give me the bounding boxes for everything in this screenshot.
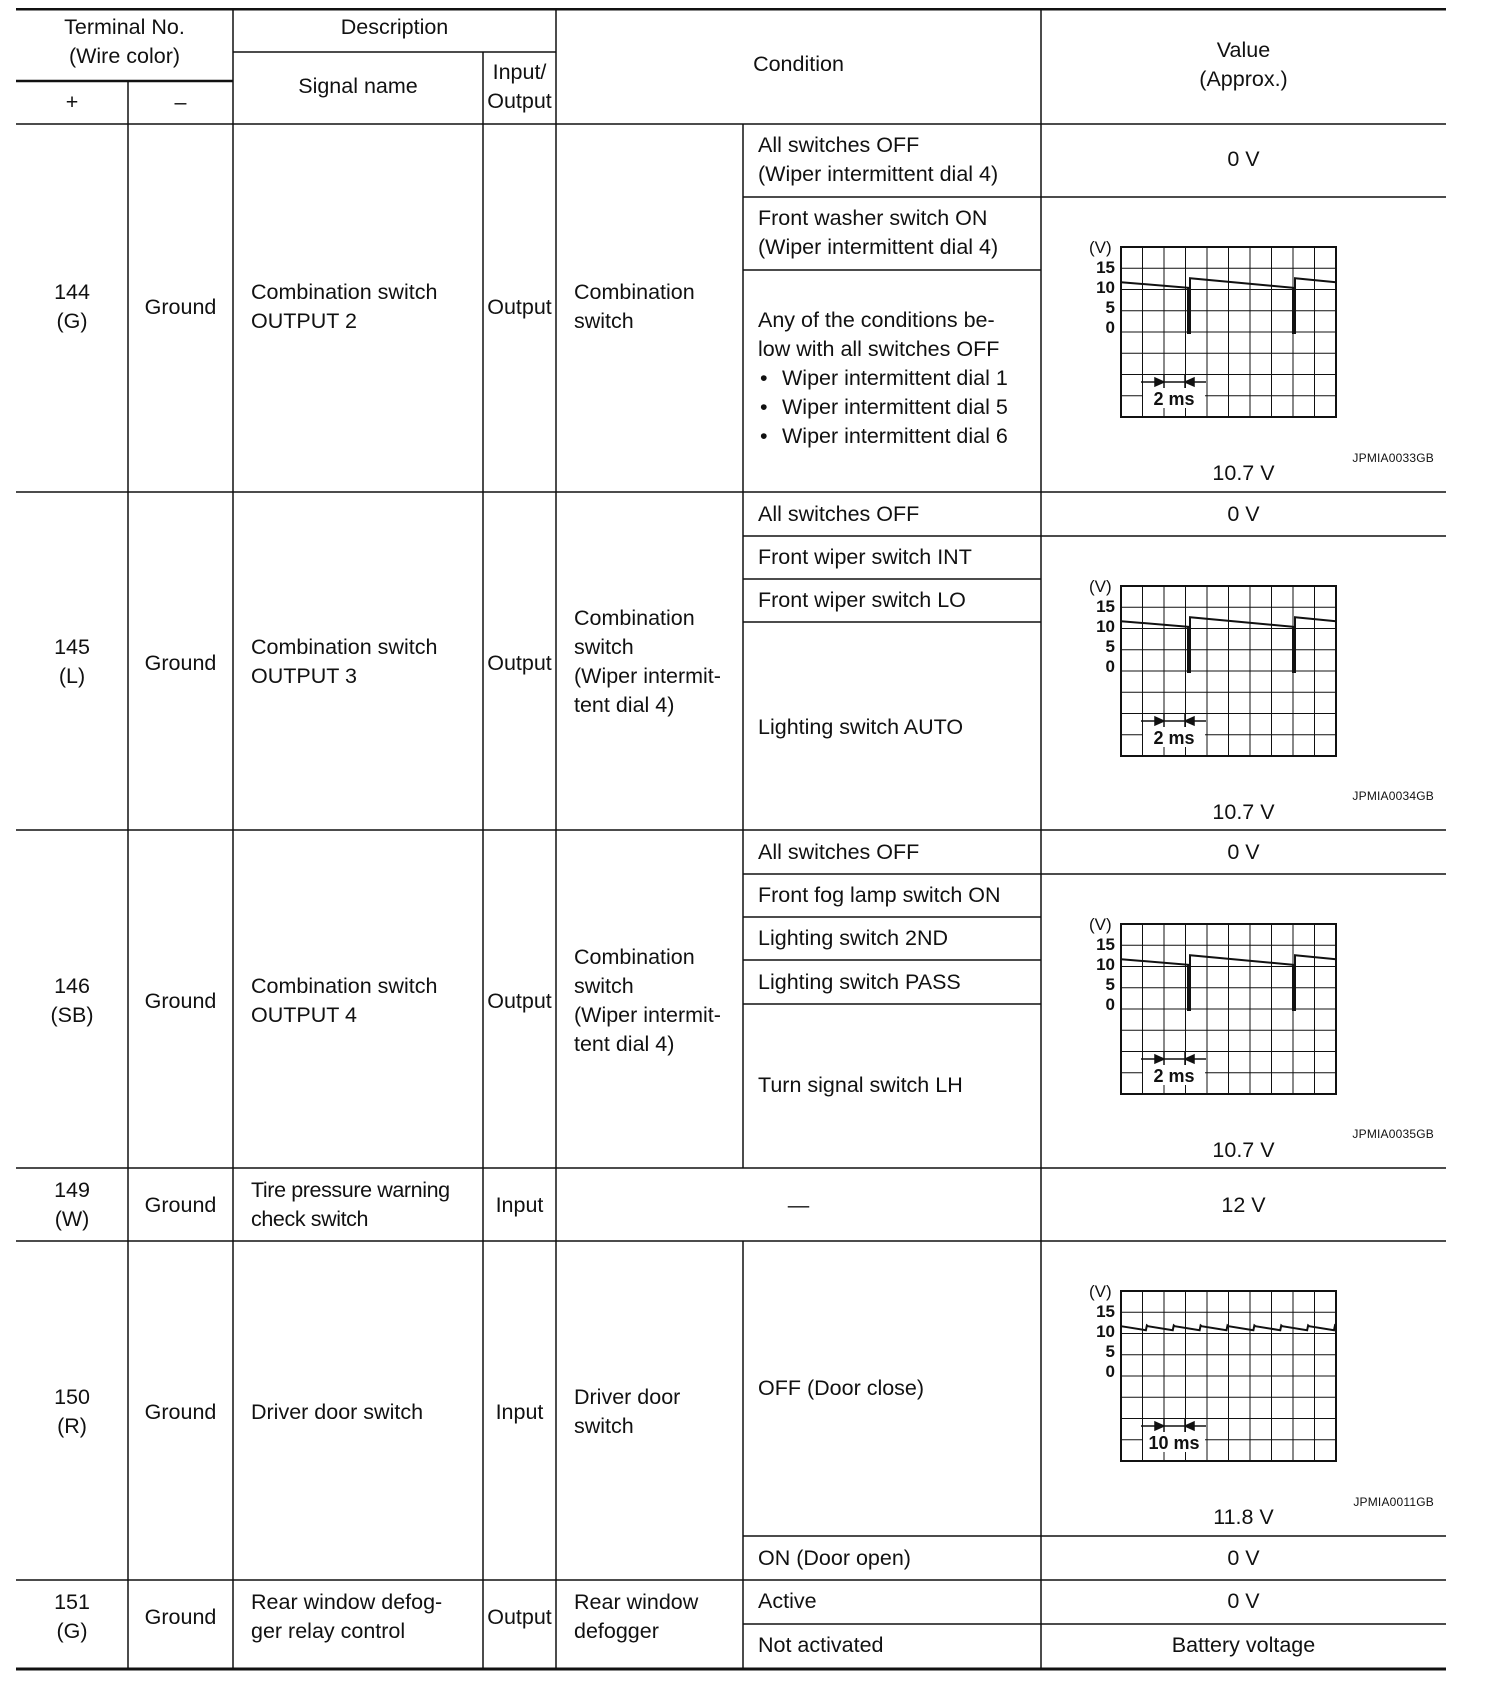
- value-151-active: 0 V: [1227, 1589, 1260, 1613]
- cond-main-145: Combination switch (Wiper intermit- tent dial 4): [574, 606, 721, 717]
- signal-150: Driver door switch: [251, 1400, 424, 1424]
- header-minus: –: [174, 90, 187, 114]
- scope-y-tick: 15: [1096, 597, 1115, 616]
- cond-main-151: Rear window defogger: [574, 1590, 699, 1643]
- scope-y-tick: 0: [1105, 318, 1115, 337]
- value-150-on: 0 V: [1227, 1546, 1260, 1570]
- scope-y-tick: 10: [1096, 278, 1115, 297]
- scope-y-tick: 15: [1096, 1302, 1115, 1321]
- scope-y-tick: 5: [1105, 975, 1115, 994]
- cond-150-a: OFF (Door close): [758, 1376, 925, 1400]
- figure-code: JPMIA0033GB: [1352, 451, 1434, 465]
- terminal-table: [16, 8, 1446, 1672]
- scope-time-label: 2 ms: [1153, 389, 1195, 409]
- scope-y-tick: 0: [1105, 657, 1115, 676]
- value-149: 12 V: [1221, 1193, 1266, 1217]
- value-145-off: 0 V: [1227, 502, 1260, 526]
- scope-y-tick: 10: [1096, 955, 1115, 974]
- scope-y-tick: 10: [1096, 617, 1115, 636]
- value-150: 11.8 V: [1213, 1505, 1274, 1529]
- header-io: Input/ Output: [487, 60, 552, 113]
- list-item: • Wiper intermittent dial 5: [758, 393, 1008, 422]
- header-terminal: Terminal No.: [64, 15, 185, 39]
- cond-144-bullets: [758, 364, 1008, 451]
- value-145: 10.7 V: [1212, 800, 1275, 824]
- scope-145: [1041, 536, 1446, 830]
- cond-144-b: Front washer switch ON (Wiper intermittent dial 4): [758, 206, 999, 259]
- scope-y-tick: 0: [1105, 1362, 1115, 1381]
- scope-time-marker: [1141, 714, 1206, 728]
- scope-unit-label: (V): [1089, 1282, 1112, 1301]
- list-item: • Wiper intermittent dial 1: [758, 364, 1008, 393]
- scope-146: [1041, 874, 1446, 1168]
- cond-144-c: Any of the conditions be- low with all switches OFF: [758, 308, 1000, 361]
- scope-time-label: 10 ms: [1148, 1433, 1200, 1453]
- cond-146-a: All switches OFF: [758, 840, 920, 864]
- io-146: Output: [487, 989, 552, 1013]
- figure-code: JPMIA0035GB: [1352, 1127, 1434, 1141]
- cond-main-144: Combination switch: [574, 280, 695, 333]
- cond-145-c: Front wiper switch LO: [758, 588, 966, 612]
- scope-y-tick: 5: [1105, 1342, 1115, 1361]
- ground-146: Ground: [144, 989, 217, 1013]
- scope-y-tick: 15: [1096, 258, 1115, 277]
- value-146-off: 0 V: [1227, 840, 1260, 864]
- terminal-144: 144 (G): [54, 280, 90, 333]
- scope-y-tick: 5: [1105, 637, 1115, 656]
- cond-150-b: ON (Door open): [758, 1546, 911, 1570]
- header-plus: +: [65, 90, 79, 114]
- figure-code: JPMIA0011GB: [1353, 1495, 1434, 1509]
- signal-151: Rear window defog- ger relay control: [251, 1590, 443, 1643]
- cond-145-a: All switches OFF: [758, 502, 920, 526]
- ground-150: Ground: [144, 1400, 217, 1424]
- cond-149: —: [787, 1193, 810, 1217]
- scope-y-tick: 10: [1096, 1322, 1115, 1341]
- scope-unit-label: (V): [1089, 577, 1112, 596]
- cond-main-146: Combination switch (Wiper intermit- tent dial 4): [574, 945, 721, 1056]
- terminal-149: 149 (W): [54, 1178, 90, 1231]
- scope-144: [1041, 197, 1446, 492]
- scope-y-tick: 0: [1105, 995, 1115, 1014]
- scope-y-tick: 5: [1105, 298, 1115, 317]
- signal-146: Combination switch OUTPUT 4: [251, 974, 438, 1027]
- cond-144-a: All switches OFF (Wiper intermittent dial 4): [758, 133, 999, 186]
- cond-main-150: Driver door switch: [574, 1385, 681, 1438]
- ground-145: Ground: [144, 651, 217, 675]
- scope-time-label: 2 ms: [1153, 1066, 1195, 1086]
- scope-unit-label: (V): [1089, 238, 1112, 257]
- io-150: Input: [495, 1400, 544, 1424]
- signal-144: Combination switch OUTPUT 2: [251, 280, 438, 333]
- cond-145-b: Front wiper switch INT: [758, 545, 972, 569]
- cond-146-b: Front fog lamp switch ON: [758, 883, 1001, 907]
- terminal-151: 151 (G): [54, 1590, 90, 1643]
- signal-145: Combination switch OUTPUT 3: [251, 635, 438, 688]
- cond-146-d: Lighting switch PASS: [758, 970, 961, 994]
- value-144: 10.7 V: [1212, 461, 1275, 485]
- header-value: Value (Approx.): [1199, 38, 1288, 91]
- io-149: Input: [495, 1193, 544, 1217]
- terminal-146: 146 (SB): [50, 974, 94, 1027]
- cond-151-a: Active: [758, 1589, 817, 1613]
- list-item: • Wiper intermittent dial 6: [758, 422, 1008, 451]
- scope-time-label: 2 ms: [1153, 728, 1195, 748]
- io-151: Output: [487, 1605, 552, 1629]
- signal-149: Tire pressure warning check switch: [251, 1178, 450, 1231]
- terminal-150: 150 (R): [54, 1385, 90, 1438]
- scope-y-tick: 15: [1096, 935, 1115, 954]
- scope-time-marker: [1141, 375, 1206, 389]
- terminal-145: 145 (L): [54, 635, 90, 688]
- ground-149: Ground: [144, 1193, 217, 1217]
- header-condition: Condition: [753, 52, 844, 76]
- cond-146-c: Lighting switch 2ND: [758, 926, 949, 950]
- scope-unit-label: (V): [1089, 915, 1112, 934]
- scope-time-marker: [1141, 1052, 1206, 1066]
- scope-150: [1041, 1241, 1446, 1536]
- value-144-off: 0 V: [1227, 147, 1260, 171]
- value-151-not-activated: Battery voltage: [1171, 1633, 1316, 1657]
- io-145: Output: [487, 651, 552, 675]
- scope-time-marker: [1141, 1419, 1206, 1433]
- header-signal-name: Signal name: [298, 74, 418, 98]
- cond-151-b: Not activated: [758, 1633, 884, 1657]
- ground-144: Ground: [144, 295, 217, 319]
- io-144: Output: [487, 295, 552, 319]
- ground-151: Ground: [144, 1605, 217, 1629]
- cond-146-e: Turn signal switch LH: [758, 1073, 963, 1097]
- header-description: Description: [340, 15, 449, 39]
- value-146: 10.7 V: [1212, 1138, 1275, 1162]
- figure-code: JPMIA0034GB: [1352, 789, 1434, 803]
- header-wire-color: (Wire color): [68, 44, 181, 68]
- cond-145-d: Lighting switch AUTO: [758, 715, 964, 739]
